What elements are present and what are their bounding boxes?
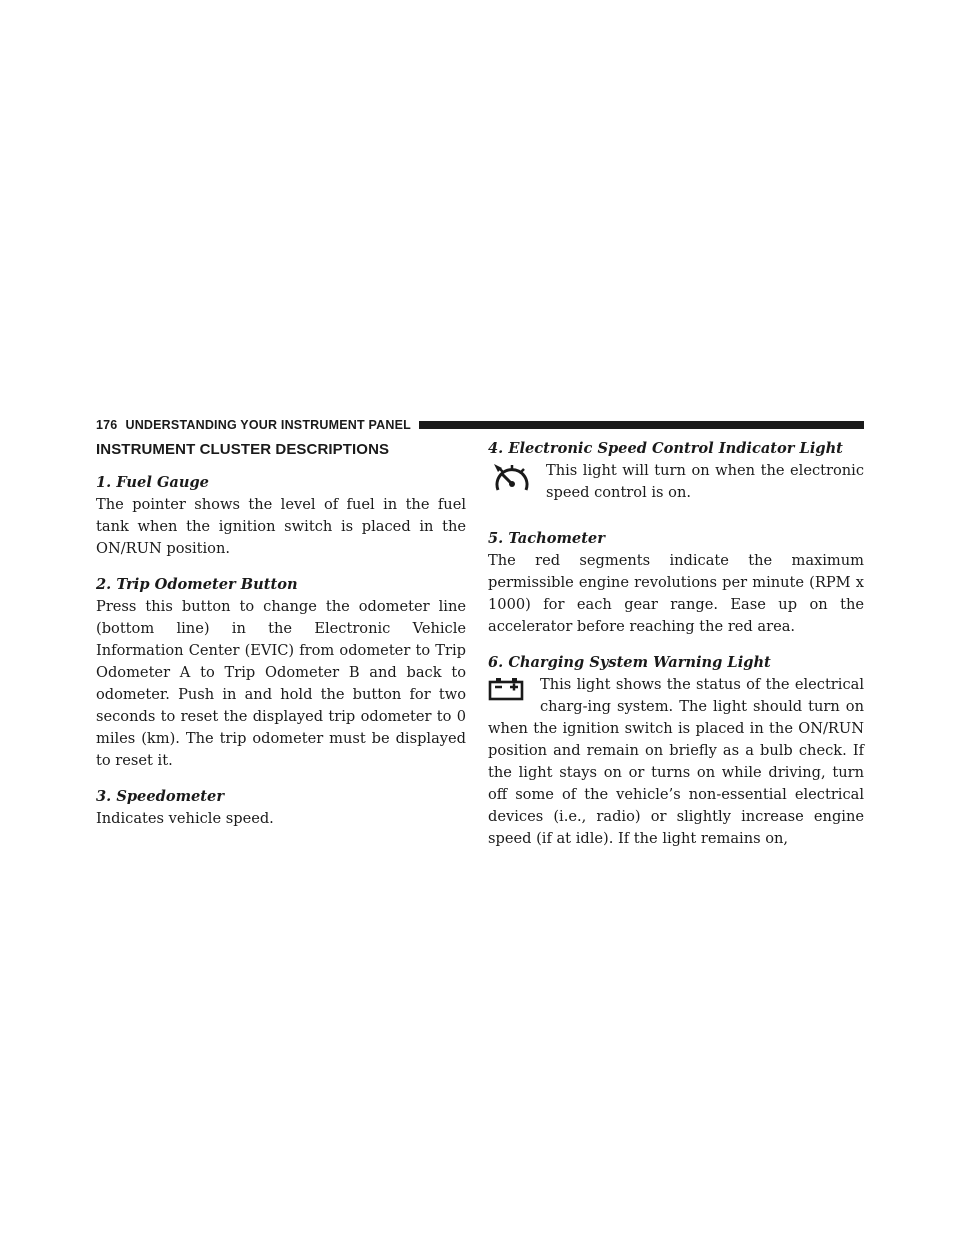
item-tachometer: [488, 528, 864, 638]
item-title: 6. Charging System Warning Light: [488, 654, 771, 671]
item-title: 3. Speedometer: [96, 788, 225, 805]
item-body: This light shows the status of the electrical charg-ing system. The light should turn on when the ignition switch is placed in the ON/RUN position and remain on briefly as a bulb check. If the light stays on or turns on while driving, turn off some of the vehicle’s non-essential electrical devices (i.e., radio) or slightly increase engine speed (if at idle). If the light remains on,: [488, 676, 864, 847]
header-title: UNDERSTANDING YOUR INSTRUMENT PANEL: [125, 418, 411, 432]
item-body: The pointer shows the level of fuel in the fuel tank when the ignition switch is placed in the ON/RUN position.: [96, 496, 466, 557]
item-title: 1. Fuel Gauge: [96, 474, 209, 491]
speed-control-icon: [488, 460, 546, 504]
item-body-wrap: [488, 674, 864, 850]
item-body: The red segments indicate the maximum permissible engine revolutions per minute (RPM x 1000) for each gear range. Ease up on the accelerator before reaching the red area.: [488, 552, 864, 635]
battery-icon: [488, 677, 530, 701]
right-column: [488, 438, 864, 864]
item-title: 5. Tachometer: [488, 530, 605, 547]
item-body: Press this button to change the odometer line (bottom line) in the Electronic Vehicle Information Center (EVIC) from odometer to Trip Odometer A to Trip Odometer B and back to odometer. Push in and hold the button for two seconds to reset the displayed trip odometer to 0 miles (km). The trip odometer must be displayed to reset it.: [96, 598, 466, 769]
item-charging-system-light: [488, 652, 864, 850]
left-column: [96, 438, 466, 844]
icon-row: [488, 460, 864, 504]
item-speed-control-light: [488, 438, 864, 504]
page-header: [96, 416, 864, 434]
item-trip-odometer-button: [96, 574, 466, 772]
item-body: Indicates vehicle speed.: [96, 810, 274, 827]
item-title: 2. Trip Odometer Button: [96, 576, 298, 593]
item-speedometer: [96, 786, 466, 830]
page-number: 176: [96, 418, 118, 432]
section-title: INSTRUMENT CLUSTER DESCRIPTIONS: [96, 441, 390, 458]
item-body: This light will turn on when the electronic speed control is on.: [546, 462, 864, 501]
item-fuel-gauge: [96, 472, 466, 560]
header-rule: [419, 421, 864, 429]
item-title: 4. Electronic Speed Control Indicator Light: [488, 440, 843, 457]
